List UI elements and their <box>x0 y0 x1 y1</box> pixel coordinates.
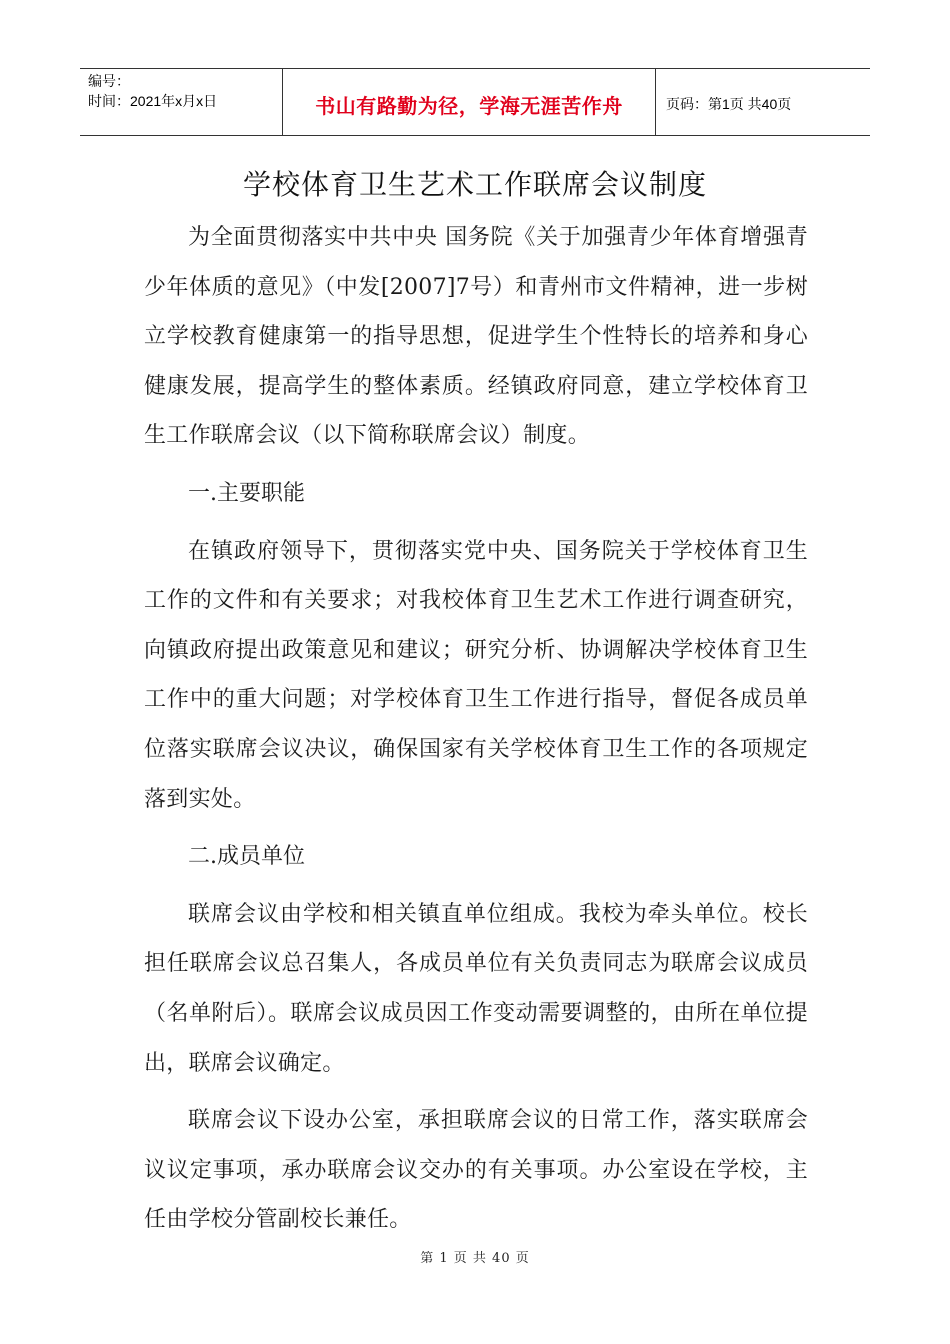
page-footer: 第 1 页 共 40 页 <box>420 1251 530 1266</box>
document-body <box>144 213 808 1253</box>
paragraph-members: 联席会议由学校和相关镇直单位组成。我校为牵头单位。校长担任联席会议总召集人，各成员单位有关负责同志为联席会议成员（名单附后）。联席会议成员因工作变动需要调整的，由所在单位提出，联席会议确定。 <box>144 901 808 1076</box>
time-label: 时间：2021年x月x日 <box>88 93 218 109</box>
header-motto-cell <box>282 69 656 135</box>
document-header <box>80 68 870 136</box>
header-page-info: 页码：第1页 共40页 <box>666 96 792 112</box>
header-page-cell <box>656 69 870 135</box>
paragraph-office: 联席会议下设办公室，承担联席会议的日常工作，落实联席会议议定事项，承办联席会议交办的有关事项。办公室设在学校，主任由学校分管副校长兼任。 <box>144 1108 808 1233</box>
motto-text: 书山有路勤为径，学海无涯苦作舟 <box>315 93 623 118</box>
header-meta <box>80 69 282 135</box>
paragraph-functions: 在镇政府领导下，贯彻落实党中央、国务院关于学校体育卫生工作的文件和有关要求；对我校体育卫生艺术工作进行调查研究，向镇政府提出政策意见和建议；研究分析、协调解决学校体育卫生工作中的重大问题；对学校体育卫生工作进行指导，督促各成员单位落实联席会议决议，确保国家有关学校体育卫生工作的各项规定落到实处。 <box>144 538 808 812</box>
section-heading-members: 二.成员单位 <box>188 844 305 870</box>
section-heading-functions: 一.主要职能 <box>188 480 305 506</box>
document-title: 学校体育卫生艺术工作联席会议制度 <box>242 168 707 201</box>
paragraph-intro: 为全面贯彻落实中共中央 国务院《关于加强青少年体育增强青少年体质的意见》（中发[2007]7号）和青州市文件精神，进一步树立学校教育健康第一的指导思想，促进学生个性特长的培养和身心健康发展，提高学生的整体素质。经镇政府同意，建立学校体育卫生工作联席会议（以下简称联席会议）制度。 <box>144 225 808 449</box>
serial-label: 编号： <box>88 73 130 89</box>
